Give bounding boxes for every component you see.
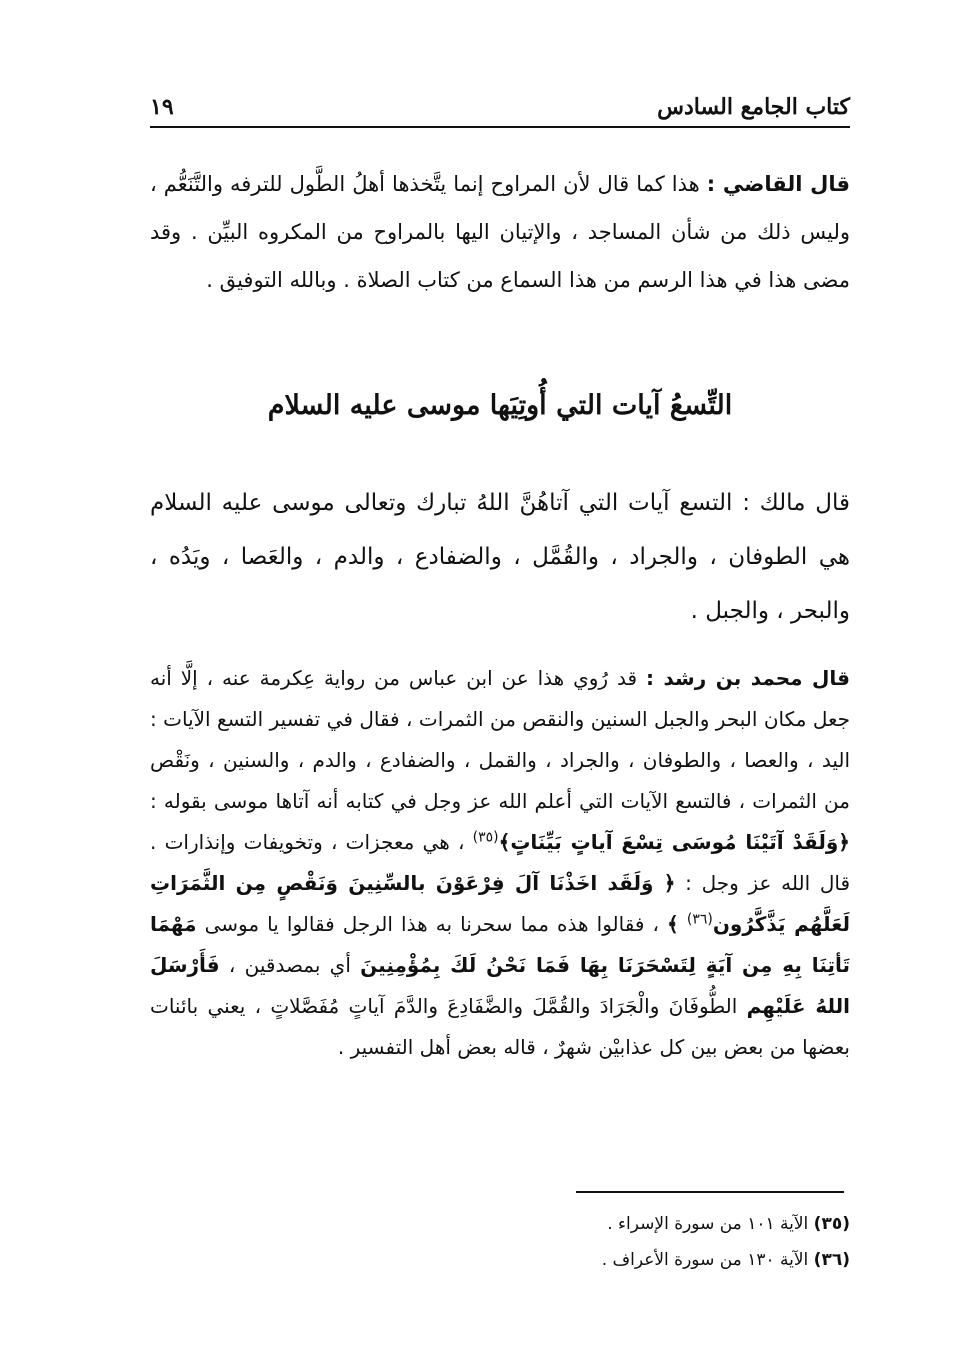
paragraph-text: الطُّوفَانَ والْجَرَادَ والقُمَّلَ والضَّفَادِعَ والدَّمَ آياتٍ مُفَصَّلاتٍ ، يعني بائنات بعضها من بعض بين كل عذابيْن شهرٌ ، قاله بعض أهل التفسير . [150, 994, 850, 1059]
paragraph-malik [150, 476, 850, 638]
page-header [150, 86, 850, 120]
header-rule [150, 126, 850, 128]
section-heading: التِّسعُ آيات التي أُوتِيَها موسى عليه السلام [267, 390, 733, 421]
quran-bracket: ﴾ [667, 912, 679, 936]
paragraph-text: قال مالك : التسع آيات التي آتاهُنَّ اللهُ تبارك وتعالى موسى عليه السلام هي الطوفان ، والجراد ، والقُمَّل ، والضفادع ، والدم ، والعَصا ، ويَدُه ، والبحر ، والجبل . [150, 490, 850, 624]
footnote-text: الآية ١٣٠ من سورة الأعراف . [601, 1250, 809, 1270]
quran-quote: ﴿وَلَقَدْ آتَيْنَا مُوسَى تِسْعَ آياتٍ بَيِّنَاتٍ﴾ [498, 830, 850, 854]
quran-quote: فَأَرْسَلَ اللهُ عَلَيْهِم [150, 953, 851, 1018]
paragraph-ibn-rushd [150, 658, 850, 1068]
footnote [150, 1242, 850, 1278]
footnote-ref: (٣٦) [686, 911, 713, 928]
footnote-number: (٣٥) [813, 1214, 850, 1234]
speaker-label: قال محمد بن رشد : [645, 666, 851, 690]
paragraph-text: أي بمصدقين ، [228, 953, 351, 977]
footnote-rule [576, 1191, 844, 1193]
quran-quote: مَهْمَا تَأتِنَا بِهِ مِن آيَةٍ لِتَسْحَرَنَا بِهَا فَمَا نَحْنُ لَكَ بِمُؤْمِنِينَ [150, 912, 851, 977]
paragraph-text: ، هي معجزات ، وتخويفات وإنذارات . قال الله عز وجل : [150, 830, 851, 895]
paragraph-text: قد رُوي هذا عن ابن عباس من رواية عِكرمة عنه ، إلَّا أنه جعل مكان البحر والجبل السنين والنقص من الثمرات ، فقال في تفسير التسع الآيات : اليد ، والعصا ، والطوفان ، والجراد ، والقمل ، والضفادع ، والدم ، والسنين ، ونَقْص من الثمرات ، فالتسع الآيات التي أعلم الله عز وجل في كتابه أنه آتاها موسى بقوله : [150, 666, 850, 813]
page-number: ١٩ [150, 94, 174, 120]
footnote [150, 1206, 850, 1242]
paragraph-text: ، فقالوا هذه مما سحرنا به هذا الرجل فقالوا يا موسى [204, 912, 659, 936]
paragraph-text: هذا كما قال لأن المراوح إنما يتَّخذها أهلُ الطَّول للترفه والتَّنَعُّم ، وليس ذلك من شأن المساجد ، والإتيان اليها بالمراوح من المكروه البيِّن . وقد مضى هذا في هذا الرسم من هذا السماع من كتاب الصلاة . وبالله التوفيق . [150, 172, 850, 292]
footnotes [150, 1206, 850, 1278]
paragraph-qadi [150, 160, 850, 304]
footnote-ref: (٣٥) [472, 829, 499, 846]
speaker-label: قال القاضي : [706, 172, 850, 196]
running-title: كتاب الجامع السادس [657, 94, 850, 120]
footnote-text: الآية ١٠١ من سورة الإسراء . [607, 1214, 809, 1234]
footnote-number: (٣٦) [813, 1250, 850, 1270]
quran-quote: ﴿ وَلَقَد اخَذْنَا آلَ فِرْعَوْنَ بالسِّنِينَ وَنَقْصٍ مِن الثَّمَرَاتِ لَعَلَّهُم يَذَّكَّرُون [150, 871, 851, 936]
